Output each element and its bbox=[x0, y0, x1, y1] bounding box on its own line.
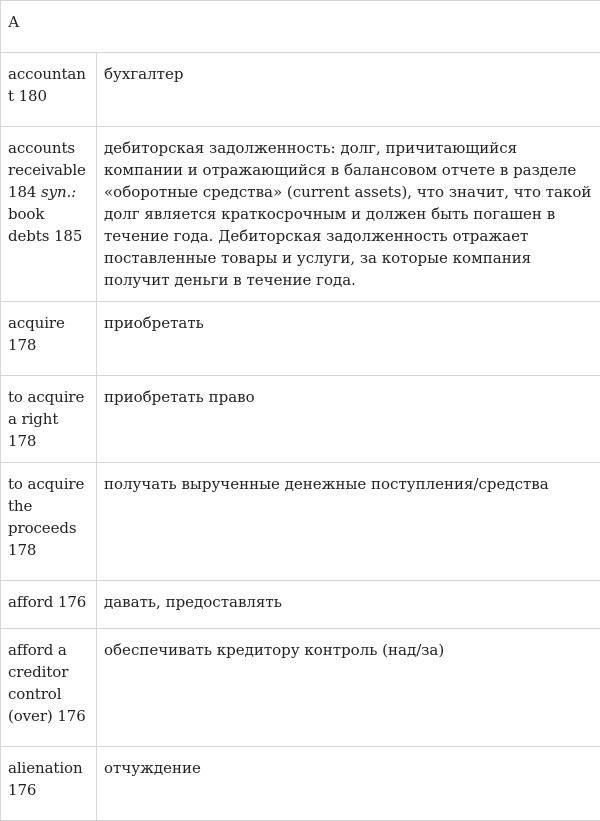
term-cell: afford a creditor control (over) 176 bbox=[1, 629, 97, 747]
definition-cell: дебиторская задолженность: долг, причитающийся компании и отражающийся в балансовом отчете в разделе «оборотные средства» (current assets), что значит, что такой долг является краткосрочным и должен быть погашен в течение года. Дебиторская задолженность отражает поставленные товары и услуги, за которые компания получит деньги в течение года. bbox=[97, 127, 600, 302]
table-row bbox=[1, 376, 600, 463]
table-row bbox=[1, 747, 600, 821]
term-text: accounts receivable 184 bbox=[8, 139, 86, 201]
term-cell: to acquire a right 178 bbox=[1, 376, 97, 463]
section-letter: А bbox=[1, 1, 600, 53]
term-cell: afford 176 bbox=[1, 581, 97, 629]
table-row bbox=[1, 53, 600, 127]
term-cell bbox=[1, 127, 97, 302]
term-cell: acquire 178 bbox=[1, 302, 97, 376]
table-row bbox=[1, 629, 600, 747]
definition-cell: обеспечивать кредитору контроль (над/за) bbox=[97, 629, 600, 747]
term-cell: alienation 176 bbox=[1, 747, 97, 821]
term-cell: to acquire the proceeds 178 bbox=[1, 463, 97, 581]
definition-cell: отчуждение bbox=[97, 747, 600, 821]
definition-cell: получать вырученные денежные поступления/средства bbox=[97, 463, 600, 581]
table-row bbox=[1, 463, 600, 581]
definition-cell: давать, предоставлять bbox=[97, 581, 600, 629]
definition-cell: приобретать право bbox=[97, 376, 600, 463]
table-row bbox=[1, 302, 600, 376]
term-cell: accountant 180 bbox=[1, 53, 97, 127]
section-header-row bbox=[1, 1, 600, 53]
definition-cell: бухгалтер bbox=[97, 53, 600, 127]
table-row bbox=[1, 127, 600, 302]
definition-cell: приобретать bbox=[97, 302, 600, 376]
synonym-label: syn.: bbox=[41, 183, 76, 201]
synonym-term: book debts 185 bbox=[8, 205, 82, 245]
table-row bbox=[1, 581, 600, 629]
